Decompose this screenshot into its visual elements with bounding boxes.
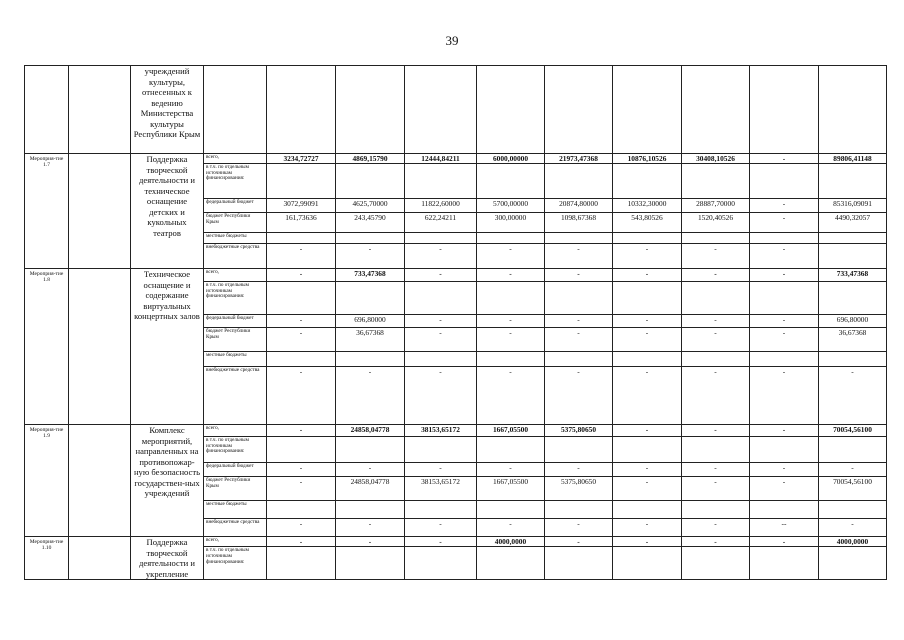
- value-cell: -: [750, 477, 819, 501]
- funding-source-label: федеральный бюджет: [204, 463, 267, 477]
- value-cell: -: [477, 315, 545, 328]
- value-cell: [267, 547, 336, 580]
- measure-name: учреждений культуры, отнесенных к ведению Министерства культуры Республики Крым: [131, 66, 204, 154]
- value-cell: -: [613, 463, 682, 477]
- value-cell: [545, 164, 613, 199]
- table-row: [25, 66, 887, 154]
- value-cell: -: [545, 269, 613, 282]
- value-cell: -: [613, 519, 682, 537]
- value-cell: -: [405, 367, 477, 425]
- value-cell: -: [336, 519, 405, 537]
- value-cell: -: [477, 328, 545, 352]
- value-cell: -: [267, 463, 336, 477]
- value-cell: -: [613, 425, 682, 437]
- value-cell: 243,45790: [336, 213, 405, 233]
- value-cell: -: [750, 425, 819, 437]
- value-cell: 21973,47368: [545, 154, 613, 164]
- funding-source-label: местные бюджеты: [204, 352, 267, 367]
- value-cell: -: [336, 463, 405, 477]
- funding-source-label: федеральный бюджет: [204, 199, 267, 213]
- empty-cell: [69, 425, 131, 537]
- funding-source-label: всего,: [204, 537, 267, 547]
- value-cell: -: [750, 154, 819, 164]
- value-cell: [477, 547, 545, 580]
- value-cell: [750, 352, 819, 367]
- funding-source-label: бюджет Республики Крым: [204, 213, 267, 233]
- funding-source-label: внебюджетные средства: [204, 367, 267, 425]
- value-cell: -: [819, 463, 887, 477]
- value-cell: [819, 437, 887, 463]
- value-cell: -: [682, 244, 750, 269]
- value-cell: 4625,70000: [336, 199, 405, 213]
- value-cell: [336, 282, 405, 315]
- value-cell: [682, 547, 750, 580]
- value-cell: -: [477, 463, 545, 477]
- value-cell: 85316,09091: [819, 199, 887, 213]
- value-cell: [477, 66, 545, 154]
- value-cell: -: [477, 244, 545, 269]
- funding-source-label: федеральный бюджет: [204, 315, 267, 328]
- value-cell: [545, 352, 613, 367]
- value-cell: [613, 233, 682, 244]
- measure-label: Мероприя-тие 1.9: [25, 425, 69, 537]
- value-cell: 38153,65172: [405, 477, 477, 501]
- value-cell: [336, 164, 405, 199]
- value-cell: [682, 66, 750, 154]
- funding-source-label: местные бюджеты: [204, 233, 267, 244]
- value-cell: [613, 164, 682, 199]
- value-cell: [819, 244, 887, 269]
- value-cell: [750, 233, 819, 244]
- value-cell: [405, 233, 477, 244]
- value-cell: [336, 501, 405, 519]
- value-cell: [819, 547, 887, 580]
- funding-source-label: в т.ч. по отдельным источникам финансирования:: [204, 437, 267, 463]
- value-cell: [819, 501, 887, 519]
- empty-cell: [69, 154, 131, 269]
- value-cell: -: [750, 269, 819, 282]
- value-cell: -: [545, 519, 613, 537]
- value-cell: 36,67368: [336, 328, 405, 352]
- value-cell: -: [750, 328, 819, 352]
- funding-source-label: бюджет Республики Крым: [204, 328, 267, 352]
- value-cell: 1667,05500: [477, 477, 545, 501]
- value-cell: -: [682, 463, 750, 477]
- value-cell: [405, 66, 477, 154]
- value-cell: [477, 352, 545, 367]
- value-cell: -: [405, 315, 477, 328]
- value-cell: -: [405, 519, 477, 537]
- value-cell: -: [405, 537, 477, 547]
- value-cell: 5700,00000: [477, 199, 545, 213]
- measure-label-cell: [25, 66, 69, 154]
- value-cell: 70054,56100: [819, 425, 887, 437]
- value-cell: 28887,70000: [682, 199, 750, 213]
- value-cell: -: [613, 537, 682, 547]
- value-cell: [405, 501, 477, 519]
- value-cell: -: [267, 269, 336, 282]
- value-cell: -: [336, 244, 405, 269]
- value-cell: [405, 547, 477, 580]
- value-cell: [750, 547, 819, 580]
- measure-label: Мероприя-тие 1.7: [25, 154, 69, 269]
- value-cell: [613, 501, 682, 519]
- value-cell: 20874,80000: [545, 199, 613, 213]
- value-cell: -: [336, 537, 405, 547]
- value-cell: [682, 282, 750, 315]
- value-cell: 70054,56100: [819, 477, 887, 501]
- value-cell: -: [267, 425, 336, 437]
- value-cell: [613, 437, 682, 463]
- measure-label: Мероприя-тие 1.10: [25, 537, 69, 580]
- empty-cell: [69, 537, 131, 580]
- value-cell: [750, 501, 819, 519]
- value-cell: 10332,30000: [613, 199, 682, 213]
- value-cell: [477, 233, 545, 244]
- value-cell: -: [613, 244, 682, 269]
- value-cell: [267, 233, 336, 244]
- value-cell: [545, 66, 613, 154]
- value-cell: [267, 501, 336, 519]
- value-cell: -: [682, 328, 750, 352]
- value-cell: [336, 437, 405, 463]
- funding-source-label: всего,: [204, 154, 267, 164]
- value-cell: -: [750, 463, 819, 477]
- value-cell: -: [405, 269, 477, 282]
- value-cell: -: [267, 367, 336, 425]
- value-cell: -: [267, 537, 336, 547]
- funding-source-label: в т.ч. по отдельным источникам финансирования:: [204, 547, 267, 580]
- value-cell: -: [750, 244, 819, 269]
- value-cell: --: [750, 519, 819, 537]
- funding-source-label: в т.ч. по отдельным источникам финансирования:: [204, 282, 267, 315]
- value-cell: 1667,05500: [477, 425, 545, 437]
- value-cell: -: [750, 367, 819, 425]
- budget-table: [24, 65, 887, 580]
- value-cell: [750, 164, 819, 199]
- value-cell: -: [613, 477, 682, 501]
- value-cell: 4000,0000: [819, 537, 887, 547]
- value-cell: 5375,80650: [545, 425, 613, 437]
- value-cell: [819, 282, 887, 315]
- value-cell: [819, 164, 887, 199]
- measure-name: Техническое оснащение и содержание виртуальных концертных залов: [131, 269, 204, 425]
- value-cell: [336, 233, 405, 244]
- value-cell: [267, 437, 336, 463]
- value-cell: [682, 437, 750, 463]
- value-cell: -: [750, 315, 819, 328]
- value-cell: [267, 352, 336, 367]
- funding-source-label: в т.ч. по отдельным источникам финансирования:: [204, 164, 267, 199]
- value-cell: [682, 233, 750, 244]
- value-cell: -: [819, 367, 887, 425]
- value-cell: 1520,40526: [682, 213, 750, 233]
- value-cell: -: [405, 328, 477, 352]
- value-cell: [613, 547, 682, 580]
- value-cell: -: [682, 537, 750, 547]
- value-cell: [405, 282, 477, 315]
- value-cell: -: [819, 519, 887, 537]
- empty-cell: [69, 66, 131, 154]
- value-cell: [477, 437, 545, 463]
- measure-label: Мероприя-тие 1.8: [25, 269, 69, 425]
- value-cell: -: [613, 269, 682, 282]
- value-cell: [336, 547, 405, 580]
- value-cell: -: [545, 315, 613, 328]
- value-cell: [477, 501, 545, 519]
- value-cell: [545, 282, 613, 315]
- value-cell: -: [682, 367, 750, 425]
- value-cell: 89806,41148: [819, 154, 887, 164]
- value-cell: 4490,32057: [819, 213, 887, 233]
- value-cell: [682, 501, 750, 519]
- value-cell: 696,80000: [336, 315, 405, 328]
- value-cell: 733,47368: [819, 269, 887, 282]
- value-cell: [682, 164, 750, 199]
- value-cell: [477, 282, 545, 315]
- value-cell: -: [545, 244, 613, 269]
- value-cell: -: [682, 477, 750, 501]
- value-cell: -: [613, 328, 682, 352]
- funding-source-label: внебюджетные средства: [204, 244, 267, 269]
- value-cell: [405, 437, 477, 463]
- value-cell: [750, 282, 819, 315]
- funding-source-label: внебюджетные средства: [204, 519, 267, 537]
- value-cell: -: [545, 537, 613, 547]
- value-cell: 5375,80650: [545, 477, 613, 501]
- value-cell: -: [682, 425, 750, 437]
- value-cell: [819, 352, 887, 367]
- value-cell: 6000,00000: [477, 154, 545, 164]
- value-cell: -: [682, 519, 750, 537]
- funding-source-label: бюджет Республики Крым: [204, 477, 267, 501]
- value-cell: -: [267, 519, 336, 537]
- page-number: 39: [445, 33, 459, 48]
- value-cell: [336, 66, 405, 154]
- value-cell: 24858,04778: [336, 425, 405, 437]
- value-cell: -: [267, 315, 336, 328]
- value-cell: 300,00000: [477, 213, 545, 233]
- value-cell: [267, 66, 336, 154]
- value-cell: 696,80000: [819, 315, 887, 328]
- value-cell: 4000,0000: [477, 537, 545, 547]
- value-cell: 733,47368: [336, 269, 405, 282]
- value-cell: -: [405, 463, 477, 477]
- value-cell: 543,80526: [613, 213, 682, 233]
- value-cell: [545, 501, 613, 519]
- value-cell: -: [405, 244, 477, 269]
- value-cell: [682, 352, 750, 367]
- value-cell: -: [477, 269, 545, 282]
- value-cell: [819, 66, 887, 154]
- value-cell: -: [477, 367, 545, 425]
- value-cell: [545, 233, 613, 244]
- value-cell: -: [267, 328, 336, 352]
- measure-name: Поддержка творческой деятельности и техническое оснащение детских и кукольных театров: [131, 154, 204, 269]
- value-cell: -: [477, 519, 545, 537]
- value-cell: 30408,10526: [682, 154, 750, 164]
- value-cell: -: [545, 328, 613, 352]
- value-cell: [267, 282, 336, 315]
- table-row: [25, 269, 887, 282]
- value-cell: [405, 352, 477, 367]
- value-cell: 3234,72727: [267, 154, 336, 164]
- value-cell: -: [613, 367, 682, 425]
- funding-source-label: местные бюджеты: [204, 501, 267, 519]
- value-cell: 1098,67368: [545, 213, 613, 233]
- value-cell: [613, 352, 682, 367]
- value-cell: [204, 66, 267, 154]
- measure-name: Комплекс мероприятий, направленных на противопожар-ную безопасность государствен-ных учреждений: [131, 425, 204, 537]
- value-cell: [545, 547, 613, 580]
- value-cell: 10876,10526: [613, 154, 682, 164]
- value-cell: 36,67368: [819, 328, 887, 352]
- funding-source-label: всего,: [204, 269, 267, 282]
- funding-source-label: всего,: [204, 425, 267, 437]
- value-cell: -: [682, 269, 750, 282]
- value-cell: 11822,60000: [405, 199, 477, 213]
- empty-cell: [69, 269, 131, 425]
- value-cell: 24858,04778: [336, 477, 405, 501]
- value-cell: [545, 437, 613, 463]
- value-cell: 622,24211: [405, 213, 477, 233]
- value-cell: -: [750, 213, 819, 233]
- value-cell: [336, 352, 405, 367]
- value-cell: [613, 66, 682, 154]
- value-cell: 4869,15790: [336, 154, 405, 164]
- value-cell: [750, 437, 819, 463]
- value-cell: -: [750, 537, 819, 547]
- value-cell: 161,73636: [267, 213, 336, 233]
- value-cell: 3072,99091: [267, 199, 336, 213]
- value-cell: [819, 233, 887, 244]
- value-cell: -: [545, 463, 613, 477]
- value-cell: -: [545, 367, 613, 425]
- value-cell: 12444,84211: [405, 154, 477, 164]
- value-cell: [477, 164, 545, 199]
- measure-name: Поддержка творческой деятельности и укрепление: [131, 537, 204, 580]
- table-row: [25, 537, 887, 547]
- value-cell: [405, 164, 477, 199]
- value-cell: 38153,65172: [405, 425, 477, 437]
- value-cell: [267, 164, 336, 199]
- value-cell: -: [336, 367, 405, 425]
- value-cell: -: [267, 244, 336, 269]
- table-row: [25, 154, 887, 164]
- value-cell: -: [613, 315, 682, 328]
- value-cell: -: [267, 477, 336, 501]
- value-cell: -: [750, 199, 819, 213]
- value-cell: [750, 66, 819, 154]
- value-cell: -: [682, 315, 750, 328]
- table-row: [25, 425, 887, 437]
- value-cell: [613, 282, 682, 315]
